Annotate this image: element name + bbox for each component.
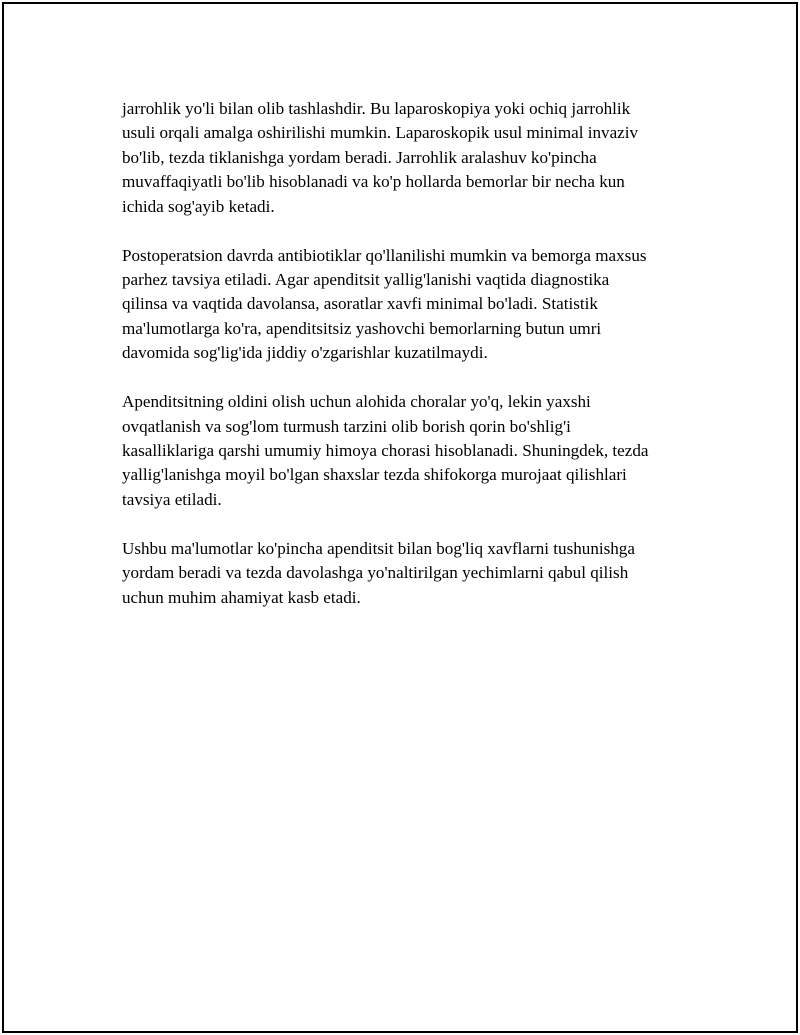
text-line: Apenditsitning oldini olish uchun alohida choralar yo'q, lekin yaxshi [122,392,591,412]
text-line: jarrohlik yo'li bilan olib tashlashdir. Bu laparoskopiya yoki ochiq jarrohlik [122,99,631,118]
text-line: ichida sog'ayib ketadi. [122,196,275,216]
text-line: Postoperatsion davrda antibiotiklar qo'llanilishi mumkin va bemorga maxsus [122,245,647,265]
text-line: uchun muhim ahamiyat kasb etadi. [122,587,361,607]
text-line: davomida sog'lig'ida jiddiy o'zgarishlar kuzatilmaydi. [122,343,488,363]
text-line: yallig'lanishga moyil bo'lgan shaxslar tezda shifokorga murojaat qilishlari [122,465,627,485]
paragraph-2 [122,244,712,366]
text-line: parhez tavsiya etiladi. Agar apenditsit yallig'lanishi vaqtida diagnostika [122,270,610,290]
text-line: Ushbu ma'lumotlar ko'pincha apenditsit bilan bog'liq xavflarni tushunishga [122,538,635,558]
paragraph-1 [122,97,712,219]
document-body [122,97,712,635]
paragraph-3 [122,390,712,512]
text-line: ma'lumotlarga ko'ra, apenditsitsiz yashovchi bemorlarning butun umri [122,318,602,338]
text-line: yordam beradi va tezda davolashga yo'naltirilgan yechimlarni qabul qilish [122,563,629,583]
text-line: tavsiya etiladi. [122,489,222,509]
text-line: bo'lib, tezda tiklanishga yordam beradi. Jarrohlik aralashuv ko'pincha [122,147,597,167]
paragraph-4 [122,537,712,610]
text-line: ovqatlanish va sog'lom turmush tarzini olib borish qorin bo'shlig'i [122,416,571,436]
text-line: muvaffaqiyatli bo'lib hisoblanadi va ko'p hollarda bemorlar bir necha kun [122,172,625,192]
text-line: qilinsa va vaqtida davolansa, asoratlar xavfi minimal bo'ladi. Statistik [122,294,598,314]
text-line: usuli orqali amalga oshirilishi mumkin. Laparoskopik usul minimal invaziv [122,123,639,143]
page-frame [2,2,798,1033]
text-line: kasalliklariga qarshi umumiy himoya chorasi hisoblanadi. Shuningdek, tezda [122,441,649,461]
